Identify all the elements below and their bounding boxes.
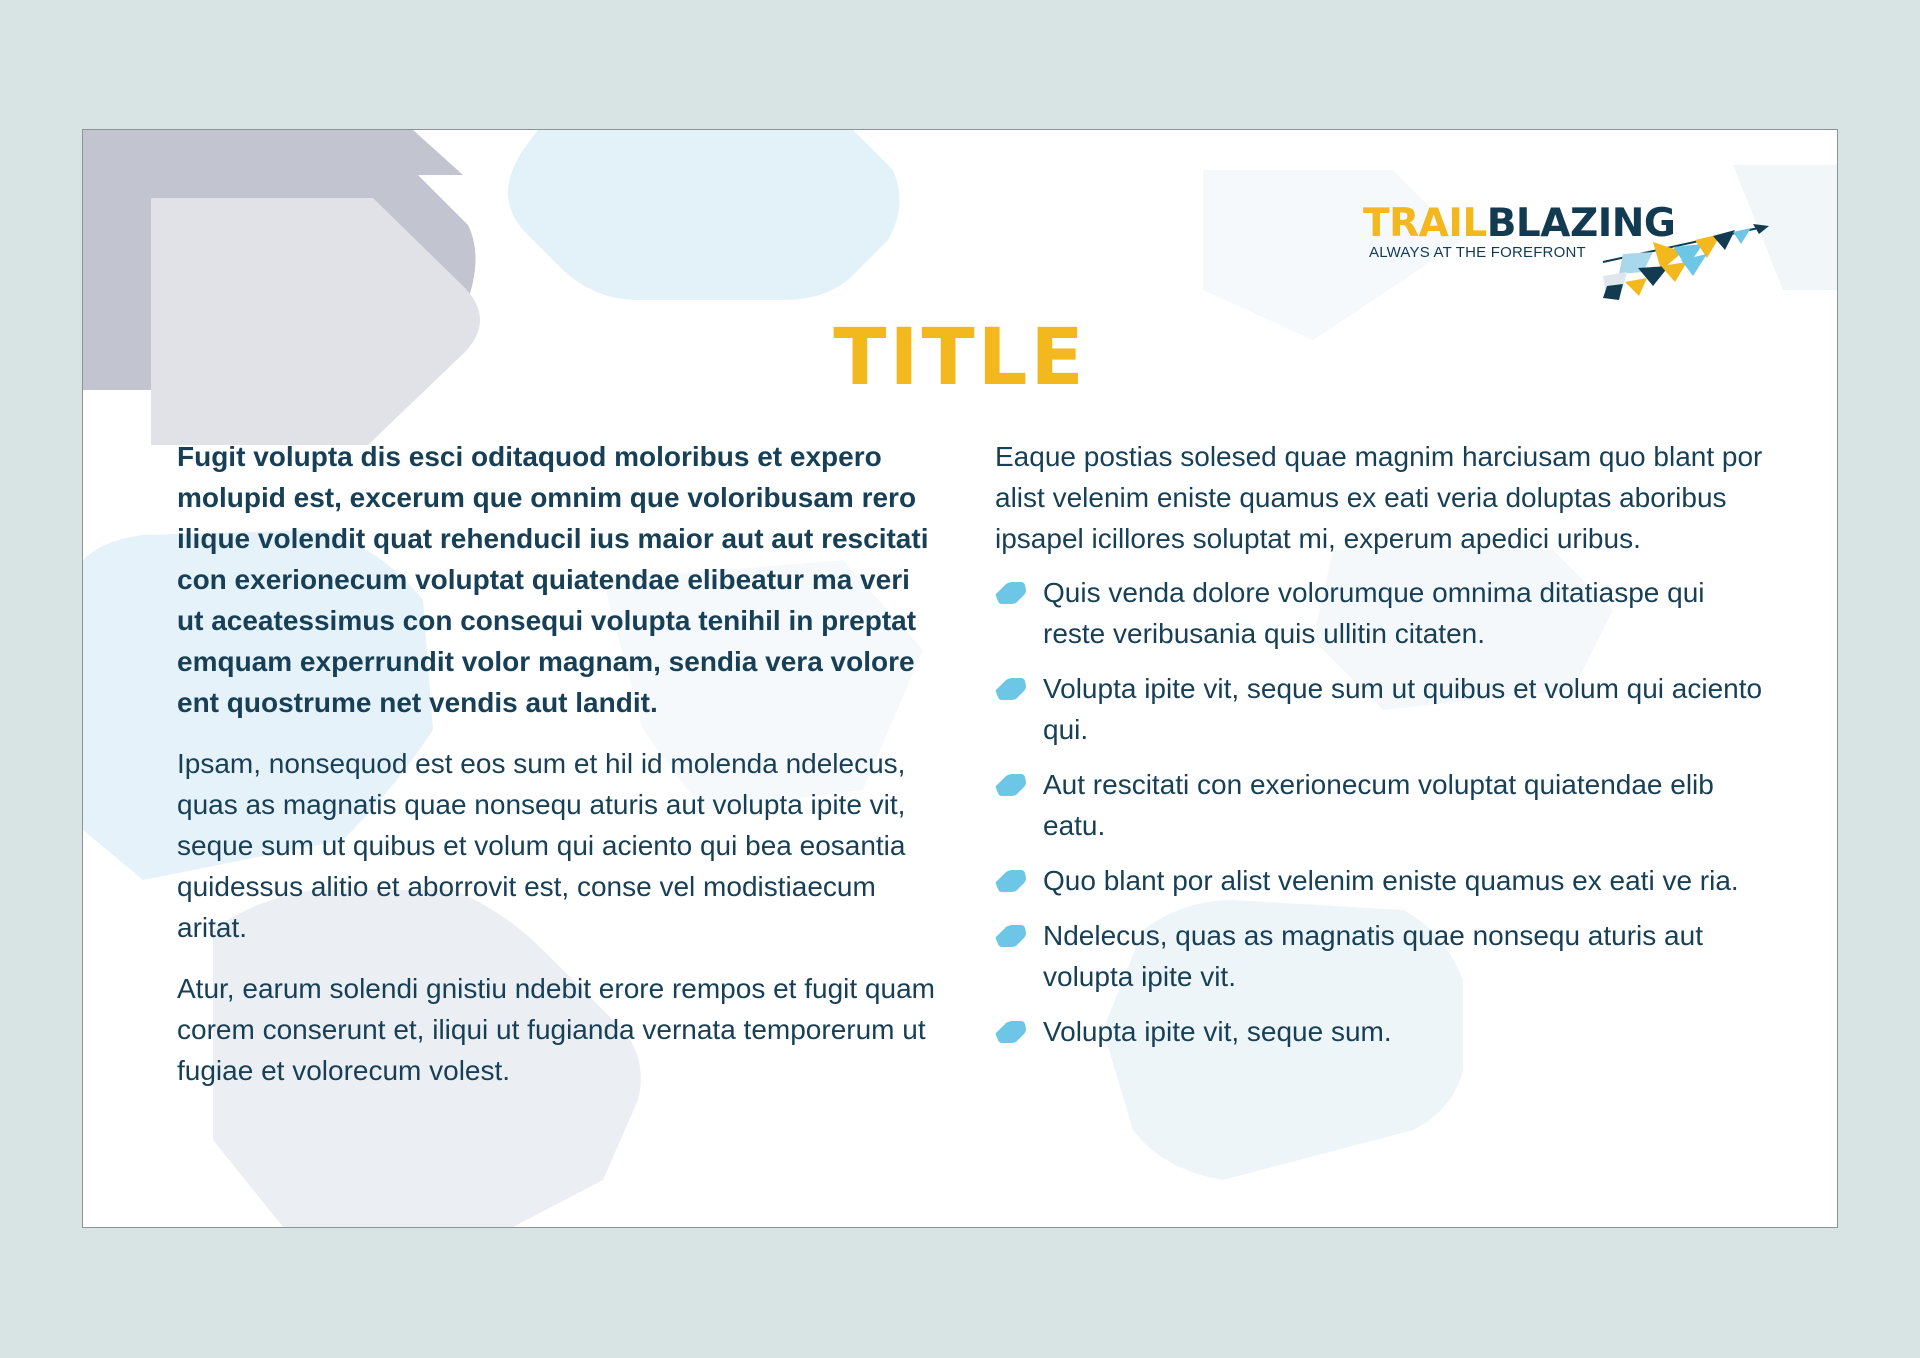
right-column bbox=[995, 436, 1765, 1066]
list-item bbox=[995, 860, 1765, 901]
list-item bbox=[995, 764, 1765, 846]
list-item bbox=[995, 1011, 1765, 1052]
intro-paragraph: Eaque postias solesed quae magnim harciusam quo blant por alist velenim eniste quamus ex eati veria doluptas aboribus ipsapel icillores soluptat mi, experum apedici uribus. bbox=[995, 441, 1763, 554]
lead-paragraph: Fugit volupta dis esci oditaquod moloribus et expero molupid est, excerum que omnim que voloribusam rero ilique volendit quat rehenducil ius maior aut aut rescitati con exerionecum voluptat quiatendae elibeatur ma veri ut aceatessimus con consequi volupta tenihil in preptat emquam experrundit volor magnam, sendia vera volore ent quostrume net vendis aut landit. bbox=[177, 441, 929, 718]
list-item bbox=[995, 915, 1765, 997]
list-item-text: Quis venda dolore volorumque omnima ditatiaspe qui reste veribusania quis ullitin citaten. bbox=[1043, 577, 1705, 649]
left-column bbox=[177, 436, 937, 1111]
logo-tagline: ALWAYS AT THE FOREFRONT bbox=[1369, 244, 1586, 261]
list-item bbox=[995, 668, 1765, 750]
body-paragraph: Atur, earum solendi gnistiu ndebit erore rempos et fugit quam corem conserunt et, iliqui ut fugianda vernata temporerum ut fugiae et volorecum volest. bbox=[177, 973, 935, 1086]
list-item bbox=[995, 572, 1765, 654]
page-title: TITLE bbox=[833, 313, 1087, 403]
list-item-text: Aut rescitati con exerionecum voluptat quiatendae elib eatu. bbox=[1043, 769, 1714, 841]
bullet-icon bbox=[995, 924, 1027, 948]
list-item-text: Volupta ipite vit, seque sum. bbox=[1043, 1016, 1392, 1047]
feather-arrow-icon bbox=[1583, 222, 1783, 312]
logo-wordmark: TRAILBLAZING bbox=[1363, 201, 1676, 246]
slide bbox=[82, 129, 1838, 1228]
body-paragraph: Ipsam, nonsequod est eos sum et hil id molenda ndelecus, quas as magnatis quae nonsequ aturis aut volupta ipite vit, seque sum ut quibus et volum qui aciento qui bea eosantia quidessus alitio et aborrovit est, conse vel modistiaecum aritat. bbox=[177, 748, 906, 943]
bullet-icon bbox=[995, 1020, 1027, 1044]
bullet-icon bbox=[995, 869, 1027, 893]
bullet-icon bbox=[995, 581, 1027, 605]
list-item-text: Volupta ipite vit, seque sum ut quibus et volum qui aciento qui. bbox=[1043, 673, 1763, 745]
bullet-list bbox=[995, 572, 1765, 1052]
bullet-icon bbox=[995, 773, 1027, 797]
bullet-icon bbox=[995, 677, 1027, 701]
list-item-text: Ndelecus, quas as magnatis quae nonsequ aturis aut volupta ipite vit. bbox=[1043, 920, 1703, 992]
list-item-text: Quo blant por alist velenim eniste quamus ex eati ve ria. bbox=[1043, 865, 1739, 896]
trailblazing-logo bbox=[1363, 202, 1783, 312]
